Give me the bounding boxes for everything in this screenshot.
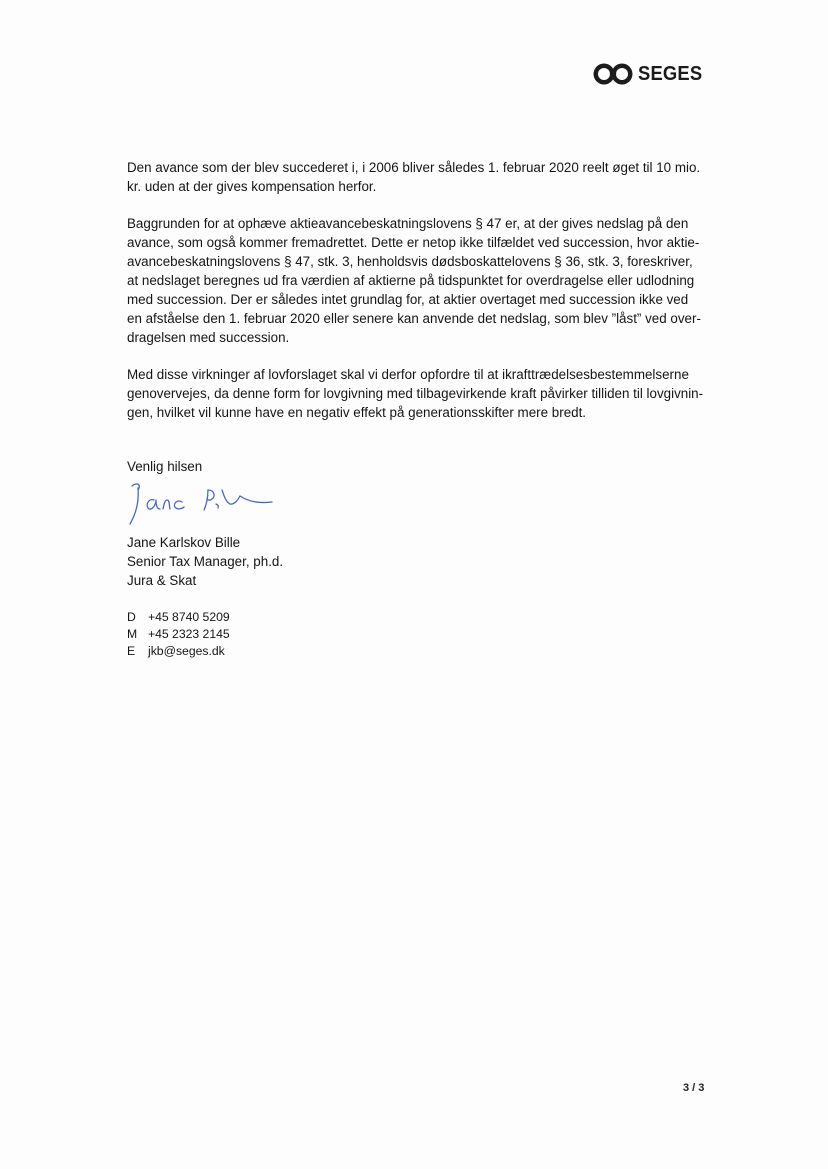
paragraph-2	[127, 214, 717, 347]
contact-details	[127, 609, 230, 660]
signer-name: Jane Karlskov Bille	[127, 535, 241, 550]
contact-row-mobile	[127, 626, 230, 643]
contact-key: D	[127, 610, 136, 624]
contact-key: E	[127, 644, 136, 658]
paragraph-line: gen, hvilket vil kunne have en negativ effekt på generationsskifter mere bredt.	[127, 405, 587, 420]
contact-row-email	[127, 643, 230, 660]
paragraph-line: at nedslaget beregnes ud fra værdien af aktierne på tidspunktet for overdragelse eller udlodning	[127, 273, 695, 288]
paragraph-line: dragelsen med succession.	[127, 330, 290, 345]
handwritten-signature	[118, 478, 288, 535]
email-address[interactable]: jkb@seges.dk	[148, 644, 225, 658]
paragraph-line: med succession. Der er således intet grundlag for, at aktier overtaget med succession ikke ved	[127, 292, 689, 307]
logo-wordmark: SEGES	[638, 63, 703, 85]
signature-block	[127, 533, 283, 590]
paragraph-line: genovervejes, da denne form for lovgivning med tilbagevirkende kraft påvirker tilliden til lovgivnin-	[127, 386, 704, 401]
contact-key: M	[127, 627, 138, 641]
direct-phone: +45 8740 5209	[148, 610, 230, 624]
page-number: 3 / 3	[683, 1082, 705, 1094]
paragraph-line: kr. uden at der gives kompensation herfor.	[127, 179, 377, 194]
contact-row-direct	[127, 609, 230, 626]
seges-logo-icon	[592, 62, 636, 86]
letter-body	[127, 158, 717, 440]
mobile-phone: +45 2323 2145	[148, 627, 230, 641]
paragraph-1	[127, 158, 717, 196]
paragraph-line: Den avance som der blev succederet i, i 2006 bliver således 1. februar 2020 reelt øget til 10 mio.	[127, 160, 701, 175]
paragraph-3	[127, 365, 717, 422]
seges-logo	[592, 62, 708, 86]
closing-greeting: Venlig hilsen	[127, 459, 203, 474]
paragraph-line: avance, som også kommer fremadrettet. Dette er netop ikke tilfældet ved succession, hvor aktie-	[127, 235, 700, 250]
paragraph-line: en afståelse den 1. februar 2020 eller senere kan anvende det nedslag, som blev ”låst” ved over-	[127, 311, 701, 326]
paragraph-line: avancebeskatningslovens § 47, stk. 3, henholdsvis dødsboskattelovens § 36, stk. 3, foreskriver,	[127, 254, 693, 269]
paragraph-line: Med disse virkninger af lovforslaget skal vi derfor opfordre til at ikrafttrædelsesbestemmelserne	[127, 367, 689, 382]
signer-title: Senior Tax Manager, ph.d.	[127, 554, 284, 569]
signer-department: Jura & Skat	[127, 573, 197, 588]
paragraph-line: Baggrunden for at ophæve aktieavancebeskatningslovens § 47 er, at der gives nedslag på den	[127, 216, 689, 231]
